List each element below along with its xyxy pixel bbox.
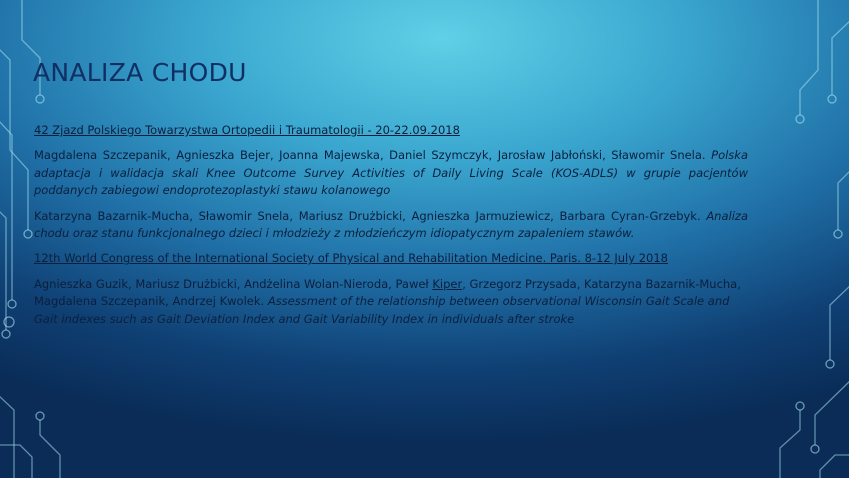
publication-title: Assessment of the relationship between observational Wisconsin Gait Scale and Gait indexes such as Gait Deviation Index and Gait Variability Index in individuals after stroke bbox=[34, 294, 730, 326]
publication-authors: Magdalena Szczepanik, Agnieszka Bejer, Joanna Majewska, Daniel Szymczyk, Jarosław Jabłoński, Sławomir Snela. bbox=[34, 148, 706, 163]
publication-author-underlined: Kiper bbox=[432, 276, 463, 291]
publication-entry bbox=[34, 208, 748, 243]
slide-content bbox=[34, 122, 748, 336]
publication-authors: Agnieszka Guzik, Mariusz Drużbicki, Andżelina Wolan-Nieroda, Paweł bbox=[34, 276, 429, 291]
publication-entry bbox=[34, 276, 748, 328]
publication-title: Analiza chodu oraz stanu funkcjonalnego dzieci i młodzieży z młodzieńczym idiopatycznym zapaleniem stawów. bbox=[34, 208, 748, 241]
section-heading-conference-pl: 42 Zjazd Polskiego Towarzystwa Ortopedii i Traumatologii - 20-22.09.2018 bbox=[34, 123, 460, 137]
publication-title: Polska adaptacja i walidacja skali Knee Outcome Survey Activities of Daily Living Scale (KOS-ADLS) w grupie pacjentów poddanych zabiegowi endoprotezoplastyki stawu kolanowego bbox=[34, 148, 749, 198]
publication-authors-rest: , Grzegorz Przysada, Katarzyna Bazarnik-Mucha, Magdalena Szczepanik, Andrzej Kwolek. bbox=[34, 276, 741, 309]
publication-entry bbox=[34, 147, 748, 199]
publication-authors: Katarzyna Bazarnik-Mucha, Sławomir Snela, Mariusz Drużbicki, Agnieszka Jarmuziewicz, Barbara Cyran-Grzebyk. bbox=[34, 208, 701, 223]
section-heading-conference-paris: 12th World Congress of the International Society of Physical and Rehabilitation Medicine. Paris. 8-12 July 2018 bbox=[34, 251, 668, 266]
slide-title: ANALIZA CHODU bbox=[33, 58, 247, 87]
